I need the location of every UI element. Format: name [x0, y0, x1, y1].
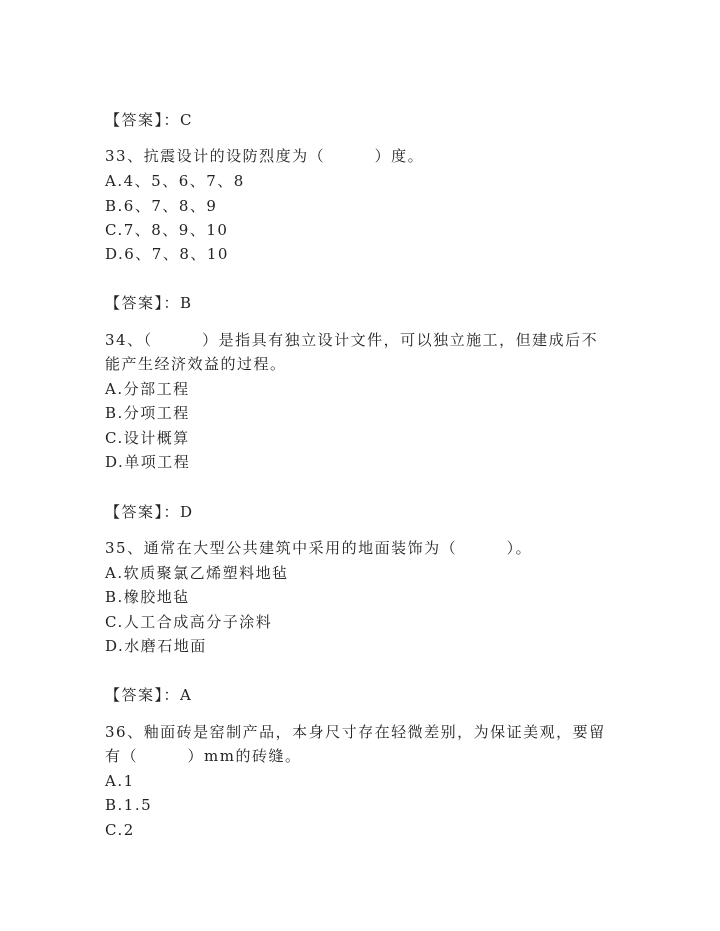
question-33-option-b: B.6、7、8、9 — [105, 197, 218, 215]
question-36-stem-line2: 有（ ）mm的砖缝。 — [105, 747, 302, 765]
question-34-option-a: A.分部工程 — [105, 380, 190, 398]
question-34-option-d: D.单项工程 — [105, 453, 191, 471]
question-33-option-a: A.4、5、6、7、8 — [105, 172, 245, 190]
question-33-stem: 33、抗震设计的设防烈度为（ ）度。 — [105, 147, 425, 165]
question-34-option-c: C.设计概算 — [105, 429, 190, 447]
question-34-stem-line2: 能产生经济效益的过程。 — [105, 355, 287, 373]
answer-line-33: 【答案】：B — [105, 294, 193, 312]
question-35-option-a: A.软质聚氯乙烯塑料地毡 — [105, 564, 289, 582]
question-36-stem-line1: 36、釉面砖是窑制产品，本身尺寸存在轻微差别，为保证美观，要留 — [105, 723, 606, 741]
answer-line-35: 【答案】：A — [105, 686, 193, 704]
question-33-option-c: C.7、8、9、10 — [105, 221, 229, 239]
question-33-option-d: D.6、7、8、10 — [105, 245, 229, 263]
question-36-option-c: C.2 — [105, 821, 135, 839]
answer-line-34: 【答案】：D — [105, 503, 194, 521]
question-35-option-c: C.人工合成高分子涂料 — [105, 613, 273, 631]
question-35-stem: 35、通常在大型公共建筑中采用的地面装饰为（ ）。 — [105, 539, 533, 557]
question-34-option-b: B.分项工程 — [105, 404, 190, 422]
answer-line-32: 【答案】：C — [105, 111, 193, 129]
question-36-option-b: B.1.5 — [105, 796, 153, 814]
question-35-option-b: B.橡胶地毡 — [105, 588, 190, 606]
question-34-stem-line1: 34、（ ）是指具有独立设计文件，可以独立施工，但建成后不 — [105, 331, 599, 349]
question-36-option-a: A.1 — [105, 772, 135, 790]
question-35-option-d: D.水磨石地面 — [105, 637, 207, 655]
